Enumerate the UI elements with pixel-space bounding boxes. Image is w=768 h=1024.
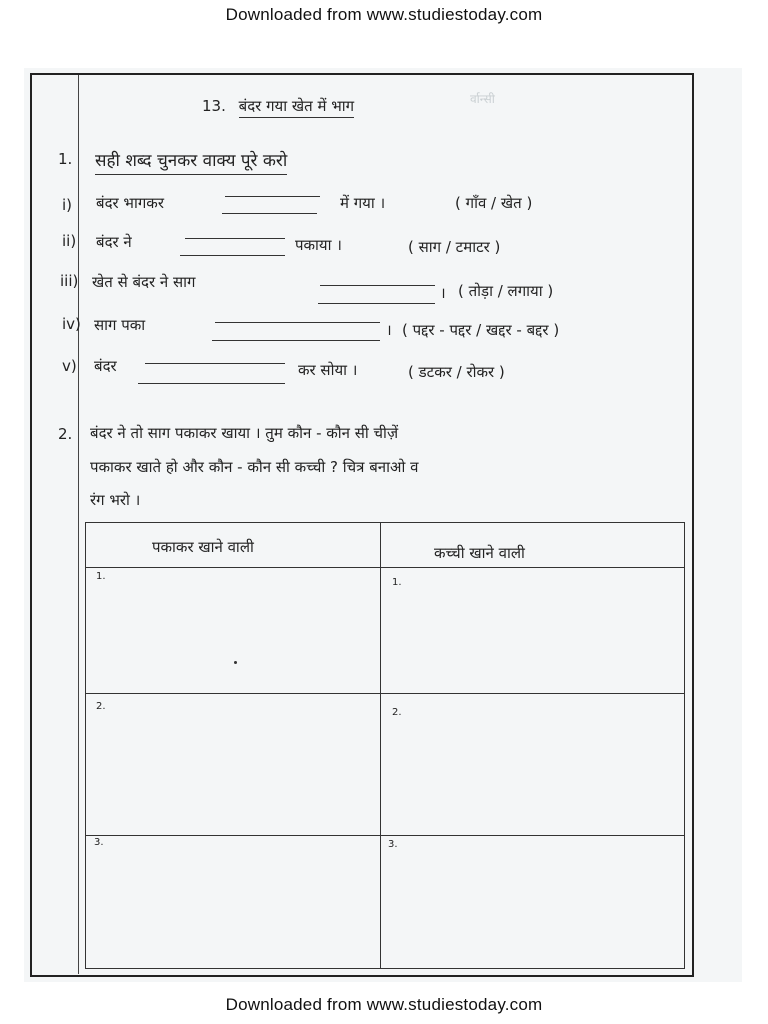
download-banner-bottom: Downloaded from www.studiestoday.com	[225, 995, 543, 1014]
fill-in-blank[interactable]	[320, 285, 435, 286]
question-2-line: पकाकर खाते हो और कौन - कौन सी कच्ची ? चित्र बनाओ व	[90, 458, 419, 476]
margin-line	[78, 75, 79, 974]
table-header-raw: कच्ची खाने वाली	[434, 544, 525, 562]
item-text-before: बंदर	[94, 357, 117, 375]
fill-in-blank[interactable]	[318, 303, 435, 304]
item-text-before: साग पका	[94, 316, 146, 334]
item-label: i)	[62, 196, 73, 214]
fill-in-blank[interactable]	[222, 213, 317, 214]
food-table	[85, 522, 685, 969]
question-2-number: 2.	[58, 425, 73, 443]
item-options: ( तोड़ा / लगाया )	[458, 282, 554, 300]
item-text-after: कर सोया ।	[298, 361, 358, 379]
item-label: iii)	[60, 272, 79, 290]
table-cell-number: 1.	[392, 577, 402, 588]
fill-in-blank[interactable]	[185, 238, 285, 239]
table-cell-number: 2.	[392, 707, 402, 718]
lesson-number: 13.	[202, 97, 226, 115]
item-options: ( डटकर / रोकर )	[408, 363, 505, 381]
table-cell-number: 2.	[96, 701, 106, 712]
question-1-heading: सही शब्द चुनकर वाक्य पूरे करो	[95, 148, 287, 175]
pencil-dot	[234, 661, 237, 664]
item-options: ( साग / टमाटर )	[408, 238, 501, 256]
question-2-line: बंदर ने तो साग पकाकर खाया । तुम कौन - कौन सी चीज़ें	[90, 424, 399, 442]
question-2-line: रंग भरो ।	[90, 491, 141, 509]
item-options: ( गाँव / खेत )	[455, 194, 533, 212]
item-text-after: पकाया ।	[295, 236, 342, 254]
lesson-title-text: बंदर गया खेत में भाग	[239, 97, 354, 118]
download-banner-top: Downloaded from www.studiestoday.com	[225, 5, 543, 24]
item-text-before: बंदर ने	[96, 233, 132, 251]
fill-in-blank[interactable]	[180, 255, 285, 256]
table-header-divider	[86, 567, 684, 568]
item-text-after: में गया ।	[340, 194, 386, 212]
table-cell-number: 3.	[94, 837, 104, 848]
fill-in-blank[interactable]	[212, 340, 380, 341]
item-text-after: ।	[440, 284, 446, 302]
lesson-title	[202, 96, 354, 116]
item-options: ( पद्दर - पद्दर / खद्दर - बद्दर )	[402, 321, 560, 339]
item-text-before: बंदर भागकर	[96, 194, 164, 212]
fill-in-blank[interactable]	[225, 196, 320, 197]
question-1-number: 1.	[58, 150, 73, 168]
fill-in-blank[interactable]	[138, 383, 285, 384]
table-cell-number: 3.	[388, 839, 398, 850]
table-cell-number: 1.	[96, 571, 106, 582]
item-label: v)	[62, 357, 77, 375]
table-header-cooked: पकाकर खाने वाली	[152, 538, 254, 556]
bleed-through-text: र्वान्सी	[470, 92, 495, 106]
table-column-divider	[380, 523, 381, 968]
item-text-after: ।	[386, 321, 392, 339]
table-row-divider	[86, 693, 684, 694]
item-label: ii)	[62, 232, 77, 250]
fill-in-blank[interactable]	[215, 322, 380, 323]
item-label: iv)	[62, 315, 81, 333]
fill-in-blank[interactable]	[145, 363, 285, 364]
item-text-before: खेत से बंदर ने साग	[92, 273, 196, 291]
table-row-divider	[86, 835, 684, 836]
